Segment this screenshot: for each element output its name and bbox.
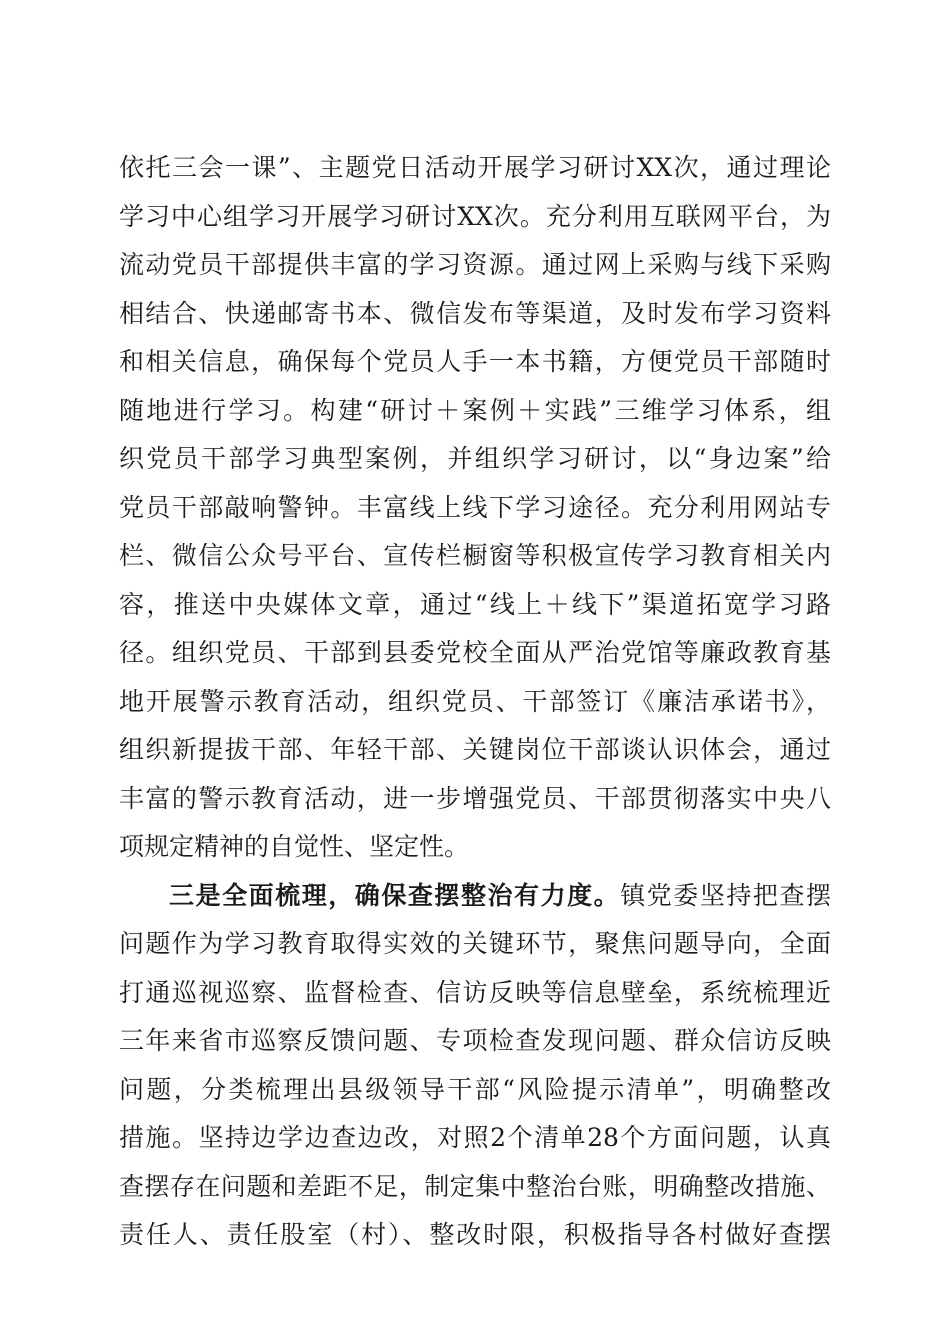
text-line: 三年来省市巡察反馈问题、专项检查发现问题、群众信访反映 xyxy=(119,1026,831,1055)
paragraph-1 xyxy=(119,144,831,872)
paragraph-heading: 三是全面梳理，确保查摆整治有力度。 xyxy=(169,880,621,910)
paragraph-2 xyxy=(119,872,831,1260)
paragraph-first-line xyxy=(119,872,831,921)
text-line: 容，推送中央媒体文章，通过“线上＋线下”渠道拓宽学习路 xyxy=(119,589,831,619)
text-line: 丰富的警示教育活动，进一步增强党员、干部贯彻落实中央八 xyxy=(119,783,831,813)
text-line: 和相关信息，确保每个党员人手一本书籍，方便党员干部随时 xyxy=(119,347,831,376)
text-line: 径。组织党员、干部到县委党校全面从严治党馆等廉政教育基 xyxy=(119,638,831,667)
text-line: 打通巡视巡察、监督检查、信访反映等信息壁垒，系统梳理近 xyxy=(119,977,831,1007)
text-line: 学习中心组学习开展学习研讨XX次。充分利用互联网平台，为 xyxy=(119,201,831,231)
text-line: 相结合、快递邮寄书本、微信发布等渠道，及时发布学习资料 xyxy=(119,298,831,328)
text-line: 随地进行学习。构建“研讨＋案例＋实践”三维学习体系，组 xyxy=(119,395,831,425)
text-line: 组织新提拔干部、年轻干部、关键岗位干部谈认识体会，通过 xyxy=(119,735,831,764)
text-line: 措施。坚持边学边查边改，对照2个清单28个方面问题，认真 xyxy=(119,1123,831,1152)
text-run: 镇党委坚持把查摆 xyxy=(620,880,831,910)
text-line: 依托三会一课”、主题党日活动开展学习研讨XX次，通过理论 xyxy=(119,153,831,182)
text-line: 织党员干部学习典型案例，并组织学习研讨，以“身边案”给 xyxy=(119,444,831,473)
text-line: 问题作为学习教育取得实效的关键环节，聚焦问题导向，全面 xyxy=(119,929,831,958)
document-body xyxy=(119,144,831,1260)
text-line: 项规定精神的自觉性、坚定性。 xyxy=(119,832,470,861)
text-line: 查摆存在问题和差距不足，制定集中整治台账，明确整改措施、 xyxy=(119,1171,831,1201)
text-line: 问题，分类梳理出县级领导干部“风险提示清单”，明确整改 xyxy=(119,1074,831,1104)
text-line: 党员干部敲响警钟。丰富线上线下学习途径。充分利用网站专 xyxy=(119,492,831,522)
text-line: 流动党员干部提供丰富的学习资源。通过网上采购与线下采购 xyxy=(119,250,831,279)
text-line: 栏、微信公众号平台、宣传栏橱窗等积极宣传学习教育相关内 xyxy=(119,541,831,570)
text-line: 地开展警示教育活动，组织党员、干部签订《廉洁承诺书》， xyxy=(119,686,831,716)
text-line: 责任人、责任股室（村）、整改时限，积极指导各村做好查摆 xyxy=(119,1220,831,1249)
